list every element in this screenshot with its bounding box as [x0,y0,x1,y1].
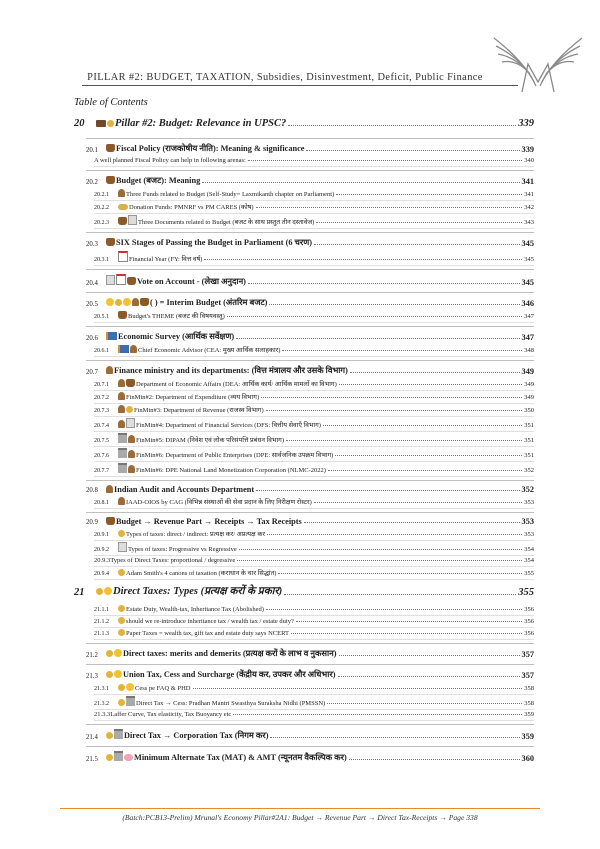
toc-entry-title: Three Funds related to Budget (Self-Study= Laxmikanth chapter on Parliament) [126,191,335,198]
toc-entry[interactable] [94,251,534,266]
face-icon [106,298,114,306]
toc-entry-number: 21.3.2 [94,701,109,707]
toc-entry[interactable] [94,542,534,556]
toc-entry-title: Types of taxes: direct / indirect: प्रत्यक्ष कर/ अप्रत्यक्ष कर [126,531,265,538]
footer-divider [60,808,540,809]
toc-entry-page: 356 [524,606,534,613]
dot-leader [270,737,519,738]
toc-entry-title: A well planned Fiscal Policy can help in following arenas: [94,157,246,164]
toc-entry-number: 20.7.3 [94,408,109,414]
toc-entry[interactable] [94,189,534,201]
toc-entry-title: Finance ministry and its departments: (वित्त मंत्रालय और उसके विभाग) [114,366,348,375]
toc-entry-number: 20.7 [86,369,98,376]
toc-entry[interactable] [94,448,534,462]
dot-leader [248,283,520,284]
dot-leader [266,609,522,610]
bag-icon [118,311,127,319]
toc-entry-title: Department of Economic Affairs (DEA: आर्थिक कार्य/ आर्थिक मामलों का विभाग) [136,381,337,388]
pill-icon [118,204,128,210]
dot-leader [227,316,523,317]
toc-entry-page: 351 [524,452,534,459]
toc-entry-page: 339 [518,118,534,129]
dot-leader [327,703,522,704]
bank-icon [118,448,127,458]
dot-leader [336,194,522,195]
dot-leader [202,182,519,183]
toc-entry-title: FinMin#5: DIPAM (निवेश एवं लोक परिसंपत्ति प्रबंधन विभाग) [136,437,285,444]
toc-entry-number: 20.3 [86,241,98,248]
dot-leader [335,455,522,456]
toc-entry-title: Union Tax, Cess and Surcharge (केंद्रीय कर, उपकर और अधिभार) [123,670,336,679]
toc-entry-title: IAAD-OIOS by CAG (विभिन्न संस्थाओं की सेवा प्रदान के लिए निरीक्षण रोस्टर) [126,499,312,506]
toc-entry-title: Types of taxes: Progressive vs Regressive [128,546,237,553]
toc-entry-page: 352 [521,485,534,494]
cal-icon [118,251,128,262]
bag-icon [106,176,115,184]
toc-entry[interactable] [94,202,534,214]
toc-entry-page: 349 [524,381,534,388]
toc-entry-number: 21.1.1 [94,607,109,613]
toc-entry-number: 20.7.6 [94,453,109,459]
toc-entry-title: FinMin#3: Department of Revenue (राजस्व विभाग) [134,407,264,414]
toc-entry-number: 20.7.7 [94,468,109,474]
toc-entry-number: 21 [74,587,85,598]
bank-icon [118,463,127,473]
toc-entry-page: 356 [524,630,534,637]
toc-entry-number: 21.2 [86,652,98,659]
toc-entry-page: 357 [521,650,534,659]
toc-entry[interactable] [86,170,534,188]
toc-entry-page: 345 [521,239,534,248]
dot-leader [284,594,516,595]
toc-entry[interactable] [94,418,534,432]
toc-entry-number: 20.8 [86,487,98,494]
page-header: PILLAR #2: BUDGET, TAXATION, Subsidies, Disinvestment, Deficit, Public Finance [87,72,483,83]
toc-entry-number: 21.1.2 [94,619,109,625]
person-icon [132,298,139,306]
coin-icon [107,120,114,127]
header-divider [82,85,518,86]
toc-entry-title: Budget's THEME (बजट की विषयवस्तु) [128,313,225,320]
toc-entry-page: 359 [521,732,534,741]
face-icon [126,683,134,691]
toc-entry-number: 20 [74,118,85,129]
toc-entry-title: Direct Taxes: Types (प्रत्यक्ष करों के प्रकार) [113,586,283,597]
toc-entry-page: 346 [521,299,534,308]
person-icon [118,405,125,413]
dot-leader [239,549,522,550]
toc-entry-number: 20.6 [86,335,98,342]
toc-entry-title: Donation Funds: PMNRF vs PM CARES (कोष) [129,204,254,211]
coin-icon [106,754,113,761]
toc-entry[interactable] [94,683,534,695]
dot-leader [233,714,522,715]
person-icon [106,485,113,493]
toc-entry-page: 345 [524,256,534,263]
toc-entry-number: 20.2.1 [94,192,109,198]
person-icon [128,450,135,458]
toc-entry[interactable] [94,711,534,721]
toc-entry[interactable] [86,292,534,310]
toc-entry-page: 353 [524,499,534,506]
toc-entry[interactable] [94,215,534,229]
toc-entry-number: 21.3 [86,673,98,680]
toc-entry-page: 354 [524,546,534,553]
toc-entry-page: 354 [524,557,534,564]
dot-leader [350,372,520,373]
dot-leader [204,259,522,260]
coin-icon [106,650,113,657]
dot-leader [269,304,519,305]
dot-leader [296,621,522,622]
toc-entry-title: FinMin#6: DPE National Land Monetization Corporation (NLMC-2022) [136,467,326,474]
doc-icon [118,542,127,552]
toc-entry-page: 353 [521,517,534,526]
toc-entry-title: FinMin#4: Department of Financial Services (DFS: वित्तीय सेवाएँ विभाग) [136,422,321,429]
dot-leader [267,534,522,535]
toc-entry[interactable] [74,118,534,135]
coin-icon [106,732,113,739]
toc-entry[interactable] [86,326,534,344]
person-icon [128,435,135,443]
toc-entry-title: FinMin#6: Department of Public Enterprises (DPE: सार्वजनिक उपक्रम विभाग) [136,452,334,459]
toc-entry-title: Economic Survey (आर्थिक सर्वेक्षण) [118,332,235,341]
toc-entry-page: 347 [521,333,534,342]
toc-entry-number: 21.1.3 [94,631,109,637]
toc-entry-title: Estate Duty, Wealth-tax, Inheritance Tax (Abolished) [126,606,264,613]
person-icon [118,420,125,428]
toc-entry-number: 20.9.2 [94,547,109,553]
toc-entry-title: Cess pe FAQ & PHD [135,685,191,692]
toc-entry-number: 20.5.1 [94,314,109,320]
toc-entry[interactable] [86,724,534,743]
person-icon [130,345,137,353]
toc-entry-number: 21.5 [86,756,98,763]
face-icon [123,298,131,306]
bag-icon [140,298,149,306]
toc-entry-page: 347 [524,313,534,320]
dot-leader [278,573,522,574]
toc-entry-number: 20.2.3 [94,220,109,226]
toc-entry-page: 360 [521,754,534,763]
coin-icon [118,684,125,691]
toc-entry-number: 20.9.3 [94,557,111,564]
toc-entry[interactable] [86,138,534,156]
toc-entry[interactable] [94,568,534,580]
bag-icon [127,277,136,285]
coin-icon [115,299,122,306]
person-icon [106,366,113,374]
toc-entry[interactable] [86,643,534,661]
toc-entry[interactable] [94,392,534,404]
toc-entry-page: 352 [524,467,534,474]
toc-entry-page: 339 [521,145,534,154]
bag-icon [106,144,115,152]
toc-entry-title: Chief Economic Advisor (CEA: मुख्य आर्थिक सलाहकार) [138,347,281,354]
dot-leader [193,688,523,689]
dot-leader [339,655,520,656]
dot-leader [349,759,520,760]
toc-entry-title: Types of Direct Taxes: proportional / degressive [110,557,236,564]
toc-entry-page: 359 [524,711,534,718]
coin-icon [106,671,113,678]
toc-entry-number: 20.9.4 [94,571,109,577]
dot-leader [261,397,522,398]
toc-entry[interactable] [94,345,534,357]
toc-entry-page: 345 [521,278,534,287]
dot-leader [266,410,523,411]
toc-entry-title: ( ) = Interim Budget (अंतरिम बजट) [150,298,268,307]
toc-entry-number: 20.3.1 [94,257,109,263]
toc-entry-title: Paper Taxes = wealth tax, gift tax and estate duty says NCERT [126,630,289,637]
toc-entry[interactable] [94,605,534,616]
toc-entry[interactable] [86,664,534,682]
toc-entry-page: 353 [524,531,534,538]
dot-leader [282,350,522,351]
toc-entry[interactable] [94,405,534,417]
dot-leader [338,676,520,677]
toc-entry-number: 20.4 [86,280,98,287]
dot-leader [236,338,519,339]
toc-entry[interactable] [86,480,534,496]
toc-entry-title: Financial Year (FY: वित्त वर्ष) [129,256,203,263]
coin-icon [118,699,125,706]
toc-entry-title: SIX Stages of Passing the Budget in Parliament (6 चरण) [116,238,313,247]
toc-entry-page: 343 [524,219,534,226]
toc-entry[interactable] [94,463,534,477]
toc-entry-page: 348 [524,347,534,354]
toc-entry-number: 20.7.5 [94,438,109,444]
dot-leader [304,522,520,523]
bag-icon [106,238,115,246]
bank-icon [118,433,127,443]
dot-leader [288,125,516,126]
dot-leader [286,440,522,441]
toc-entry-title: Budget → Revenue Part → Receipts → Tax Receipts [116,517,302,526]
dot-leader [339,384,522,385]
person-icon [118,497,125,505]
toc-entry-number: 20.5 [86,301,98,308]
toc-entry-page: 341 [524,191,534,198]
toc-entry-title: Direct Tax → Cess: Pradhan Mantri Swasthya Suraksha Nidhi (PMSSN) [136,700,326,707]
toc-entry-title: FinMin#2: Department of Expenditure (व्यय विभाग) [126,394,260,401]
toc-entry-title: Minimum Alternate Tax (MAT) & AMT (न्यूनतम वैकल्पिक कर) [134,753,347,762]
coin-icon [96,588,103,595]
toc-entry-number: 20.6.1 [94,348,109,354]
toc-entry-page: 358 [524,685,534,692]
face-icon [104,587,112,595]
toc-entry-number: 20.7.1 [94,382,109,388]
table-of-contents [74,114,534,765]
coin-icon [118,629,125,636]
toc-entry[interactable] [94,617,534,628]
toc-entry[interactable] [86,360,534,378]
bag-icon [106,517,115,525]
toc-entry[interactable] [94,157,534,167]
toc-entry-number: 20.8.1 [94,500,109,506]
coin-icon [126,406,133,413]
coin-icon [118,617,125,624]
toc-entry[interactable] [86,232,534,250]
toc-entry-number: 21.4 [86,734,98,741]
coin-icon [118,530,125,537]
toc-entry-number: 20.2.2 [94,205,109,211]
toc-entry-number: 20.2 [86,179,98,186]
book-icon [118,345,129,353]
bank-icon [114,751,123,761]
toc-entry-title: Three Documents related to Budget (बजट के साथ प्रस्तुत तीन दस्तावेज) [138,219,315,226]
toc-entry[interactable] [94,379,534,391]
bank-icon [126,696,135,706]
toc-entry-title: Fiscal Policy (राजकोषीय नीति): Meaning & significance [116,144,305,153]
toc-entry-number: 20.9 [86,519,98,526]
toc-entry-title: Direct Tax → Corporation Tax (निगम कर) [124,731,269,740]
bag-icon [126,379,135,387]
toc-entry[interactable] [94,557,534,567]
toc-entry-number: 20.7.2 [94,395,109,401]
toc-entry-page: 355 [518,587,534,598]
cal-icon [116,274,126,285]
toc-entry-page: 340 [524,157,534,164]
toc-title: Table of Contents [74,97,148,108]
dot-leader [316,222,522,223]
toc-entry-title: should we re-introduce inheritance tax / wealth tax / estate duty? [126,618,294,625]
person-icon [118,379,125,387]
toc-entry-title: Adam Smith's 4 canons of taxation (कराधान के चार सिद्धांत) [126,570,277,577]
toc-entry-title: Laffer Curve, Tax elasticity, Tax Buoyancy etc [110,711,232,718]
toc-entry[interactable] [94,629,534,640]
doc-icon [128,215,137,225]
toc-entry-number: 20.7.4 [94,423,109,429]
toc-entry-page: 341 [521,177,534,186]
toc-entry-number: 20.1 [86,147,98,154]
face-icon [114,649,122,657]
toc-entry-title: Direct taxes: merits and demerits (प्रत्यक्ष करों के लाभ व नुकसान) [123,649,337,658]
toc-entry-page: 351 [524,422,534,429]
money-icon [96,120,106,127]
dot-leader [237,560,522,561]
dot-leader [328,470,522,471]
dot-leader [248,160,522,161]
person-icon [118,189,125,197]
toc-entry-number: 20.9.1 [94,532,109,538]
pig-icon [124,754,133,761]
toc-entry-title: Budget (बजट): Meaning [116,176,201,185]
dot-leader [291,633,522,634]
dot-leader [314,244,520,245]
person-icon [118,392,125,400]
dot-leader [314,502,522,503]
bag-icon [118,217,127,225]
toc-entry[interactable] [86,746,534,765]
doc-icon [126,418,135,428]
toc-entry-page: 349 [524,394,534,401]
toc-entry-number: 21.3.1 [94,686,109,692]
dot-leader [256,490,519,491]
person-icon [128,465,135,473]
toc-entry[interactable] [86,269,534,289]
dot-leader [256,207,523,208]
toc-entry-page: 342 [524,204,534,211]
toc-entry[interactable] [86,512,534,528]
toc-entry[interactable] [74,584,534,604]
toc-entry[interactable] [94,311,534,323]
toc-entry-page: 351 [524,437,534,444]
toc-entry-number: 21.3.3 [94,711,111,718]
dot-leader [306,150,519,151]
coin-icon [118,569,125,576]
dot-leader [323,425,522,426]
toc-entry-title: Vote on Account - (लेखा अनुदान) [137,277,246,286]
face-icon [114,670,122,678]
book-icon [106,332,117,340]
toc-entry-page: 355 [524,570,534,577]
toc-entry-title: Pillar #2: Budget: Relevance in UPSC? [115,118,287,129]
coin-icon [118,605,125,612]
toc-entry[interactable] [94,696,534,710]
bank-icon [114,729,123,739]
toc-entry-page: 350 [524,407,534,414]
toc-entry-title: Indian Audit and Accounts Department [114,485,255,494]
toc-entry[interactable] [94,529,534,541]
toc-entry-page: 357 [521,671,534,680]
toc-entry[interactable] [94,433,534,447]
toc-entry-page: 358 [524,700,534,707]
doc-icon [106,275,115,285]
page-footer: (Batch:PCB13-Prelim) Mrunal's Economy Pillar#2A1: Budget → Revenue Part → Direct Tax-Receipts → Page 338 [122,813,478,822]
toc-entry-page: 356 [524,618,534,625]
toc-entry[interactable] [94,497,534,509]
toc-entry-page: 349 [521,367,534,376]
